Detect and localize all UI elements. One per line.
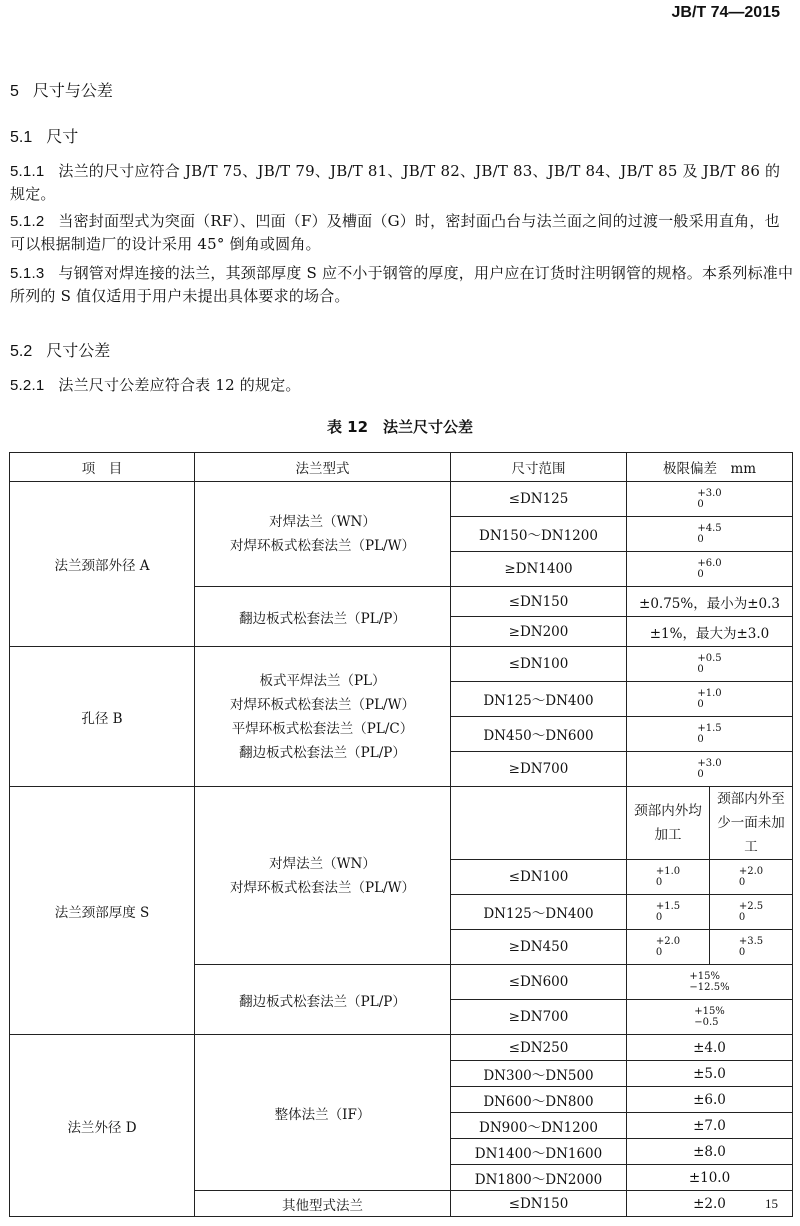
tolerance-cell: ±0.75%，最小为±0.3 bbox=[627, 587, 793, 617]
section-5-1-heading: 5.1 尺寸 bbox=[10, 129, 79, 146]
tolerance-cell: ±10.0 bbox=[627, 1165, 793, 1191]
item-cell: 法兰颈部厚度 S bbox=[10, 787, 195, 1035]
tolerance-cell: ±7.0 bbox=[627, 1113, 793, 1139]
tolerance-table bbox=[9, 452, 793, 1217]
range-cell: DN600～DN800 bbox=[451, 1087, 627, 1113]
table-row bbox=[10, 1035, 793, 1061]
range-cell: DN125～DN400 bbox=[451, 682, 627, 717]
tolerance-cell: +1.0 0 bbox=[627, 682, 793, 717]
tolerance-cell: +15% −12.5% bbox=[627, 965, 793, 1000]
tolerance-cell: +6.0 0 bbox=[627, 552, 793, 587]
range-cell: ≥DN700 bbox=[451, 1000, 627, 1035]
range-cell: ≤DN600 bbox=[451, 965, 627, 1000]
tolerance-cell: ±6.0 bbox=[627, 1087, 793, 1113]
header-item: 项 目 bbox=[10, 453, 195, 482]
range-cell: DN900～DN1200 bbox=[451, 1113, 627, 1139]
tolerance-cell: ±8.0 bbox=[627, 1139, 793, 1165]
type-cell: 整体法兰（IF） bbox=[195, 1035, 451, 1191]
range-cell bbox=[451, 787, 627, 860]
item-cell: 孔径 B bbox=[10, 647, 195, 787]
tolerance-cell: +3.0 0 bbox=[627, 482, 793, 517]
header-tolerance: 极限偏差 mm bbox=[627, 453, 793, 482]
item-cell: 法兰外径 D bbox=[10, 1035, 195, 1217]
header-type: 法兰型式 bbox=[195, 453, 451, 482]
range-cell: ≤DN100 bbox=[451, 860, 627, 895]
page-number: 15 bbox=[765, 1196, 778, 1211]
section-5-heading: 5 尺寸与公差 bbox=[10, 83, 113, 100]
range-cell: DN450～DN600 bbox=[451, 717, 627, 752]
table-title: 表 12 法兰尺寸公差 bbox=[326, 418, 474, 436]
tolerance-cell: +15% −0.5 bbox=[627, 1000, 793, 1035]
header-range: 尺寸范围 bbox=[451, 453, 627, 482]
paragraph-5-1-3: 5.1.3 与钢管对焊连接的法兰，其颈部厚度 S 应不小于钢管的厚度，用户应在订货时注明钢管的规格。本系列标准中所列的 S 值仅适用于用户未提出具体要求的场合。 bbox=[10, 264, 794, 305]
tolerance-cell: +3.0 0 bbox=[627, 752, 793, 787]
range-cell: ≤DN150 bbox=[451, 587, 627, 617]
table-row bbox=[10, 647, 793, 682]
section-5-2-heading: 5.2 尺寸公差 bbox=[10, 343, 111, 360]
table-row bbox=[10, 787, 793, 860]
tolerance-cell: +4.5 0 bbox=[627, 517, 793, 552]
item-cell: 法兰颈部外径 A bbox=[10, 482, 195, 647]
paragraph-5-2-1: 5.2.1 法兰尺寸公差应符合表 12 的规定。 bbox=[10, 376, 301, 394]
tolerance-cell: +3.5 0 bbox=[710, 930, 793, 965]
range-cell: ≥DN200 bbox=[451, 617, 627, 647]
tolerance-cell: +2.0 0 bbox=[710, 860, 793, 895]
range-cell: ≤DN125 bbox=[451, 482, 627, 517]
tolerance-cell: +1.5 0 bbox=[627, 895, 710, 930]
paragraph-5-1-2: 5.1.2 当密封面型式为突面（RF）、凹面（F）及槽面（G）时，密封面凸台与法兰面之间的过渡一般采用直角，也可以根据制造厂的设计采用 45° 倒角或圆角。 bbox=[10, 212, 780, 253]
range-cell: DN125～DN400 bbox=[451, 895, 627, 930]
tolerance-cell: +2.0 0 bbox=[627, 930, 710, 965]
range-cell: ≥DN700 bbox=[451, 752, 627, 787]
range-cell: ≤DN100 bbox=[451, 647, 627, 682]
range-cell: ≥DN450 bbox=[451, 930, 627, 965]
standard-number: JB/T 74—2015 bbox=[671, 4, 780, 21]
type-cell: 对焊法兰（WN） 对焊环板式松套法兰（PL/W） bbox=[195, 787, 451, 965]
tolerance-cell: +1.5 0 bbox=[627, 717, 793, 752]
table-row bbox=[10, 482, 793, 517]
range-cell: DN1400～DN1600 bbox=[451, 1139, 627, 1165]
type-cell: 翻边板式松套法兰（PL/P） bbox=[195, 965, 451, 1035]
paragraph-5-1-1: 5.1.1 法兰的尺寸应符合 JB/T 75、JB/T 79、JB/T 81、JB/T 82、JB/T 83、JB/T 84、JB/T 85 及 JB/T 86 的规定。 bbox=[10, 162, 781, 203]
tolerance-cell: ±1%，最大为±3.0 bbox=[627, 617, 793, 647]
range-cell: DN300～DN500 bbox=[451, 1061, 627, 1087]
tolerance-cell: ±2.0 bbox=[627, 1191, 793, 1217]
tolerance-cell: +2.5 0 bbox=[710, 895, 793, 930]
range-cell: ≤DN250 bbox=[451, 1035, 627, 1061]
tolerance-cell: +1.0 0 bbox=[627, 860, 710, 895]
tolerance-cell: ±4.0 bbox=[627, 1035, 793, 1061]
type-cell: 翻边板式松套法兰（PL/P） bbox=[195, 587, 451, 647]
range-cell: ≥DN1400 bbox=[451, 552, 627, 587]
range-cell: ≤DN150 bbox=[451, 1191, 627, 1217]
type-cell: 对焊法兰（WN） 对焊环板式松套法兰（PL/W） bbox=[195, 482, 451, 587]
subheader-unmachined: 颈部内外至少一面未加工 bbox=[710, 787, 793, 860]
range-cell: DN1800～DN2000 bbox=[451, 1165, 627, 1191]
type-cell: 板式平焊法兰（PL） 对焊环板式松套法兰（PL/W） 平焊环板式松套法兰（PL/C） 翻边板式松套法兰（PL/P） bbox=[195, 647, 451, 787]
tolerance-cell: +0.5 0 bbox=[627, 647, 793, 682]
tolerance-cell: ±5.0 bbox=[627, 1061, 793, 1087]
range-cell: DN150～DN1200 bbox=[451, 517, 627, 552]
subheader-machined: 颈部内外均加工 bbox=[627, 787, 710, 860]
table-header-row bbox=[10, 453, 793, 482]
type-cell: 其他型式法兰 bbox=[195, 1191, 451, 1217]
